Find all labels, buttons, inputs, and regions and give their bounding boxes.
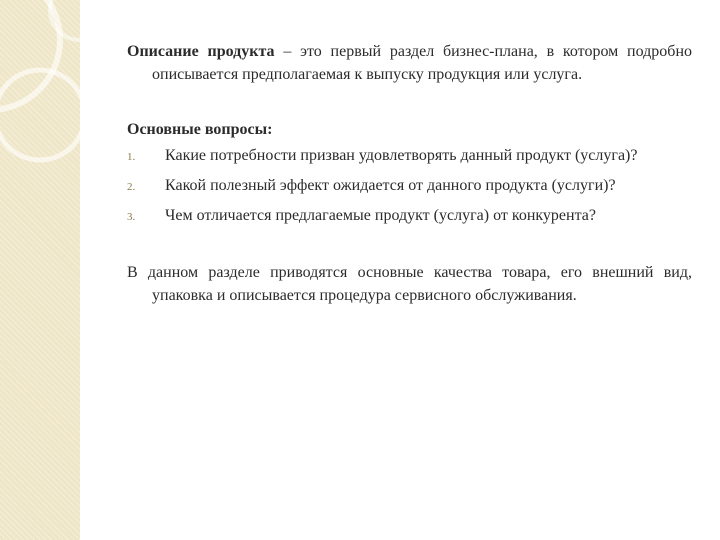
list-item-number: 2. bbox=[127, 181, 136, 193]
questions-list bbox=[127, 144, 692, 227]
list-item-number: 1. bbox=[127, 151, 136, 163]
decorative-circles-icon bbox=[0, 0, 80, 540]
outro-paragraph: В данном разделе приводятся основные качества товара, его внешний вид, упаковка и описывается процедура сервисного обслуживания. bbox=[127, 264, 692, 304]
decorative-side-band bbox=[0, 0, 80, 540]
list-item-text: Чем отличается предлагаемые продукт (услуга) от конкурента? bbox=[165, 207, 596, 224]
slide-content bbox=[127, 40, 692, 307]
list-item-text: Какие потребности призван удовлетворять данный продукт (услуга)? bbox=[165, 147, 638, 164]
list-item bbox=[127, 204, 685, 227]
intro-term: Описание продукта bbox=[127, 43, 275, 60]
list-item-number: 3. bbox=[127, 211, 136, 223]
list-item bbox=[127, 174, 685, 197]
intro-paragraph bbox=[127, 40, 692, 86]
list-item-text: Какой полезный эффект ожидается от данного продукта (услуги)? bbox=[165, 177, 616, 194]
list-item bbox=[127, 144, 685, 167]
questions-heading: Основные вопросы: bbox=[127, 121, 273, 138]
intro-text: – это первый раздел бизнес-плана, в котором подробно описывается предполагаемая к выпуску продукция или услуга. bbox=[152, 43, 692, 83]
